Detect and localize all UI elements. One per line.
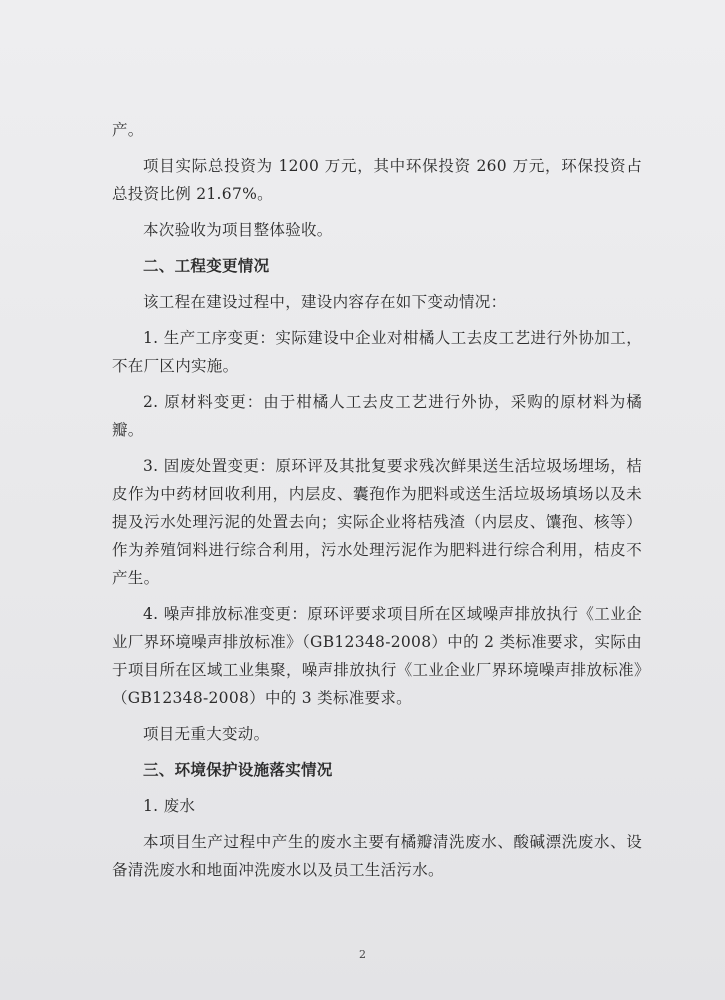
paragraph: 产。: [112, 121, 144, 139]
section-heading: 三、环境保护设施落实情况: [143, 760, 333, 779]
paragraph: 2. 原材料变更：由于柑橘人工去皮工艺进行外协，采购的原材料为橘瓣。: [112, 393, 642, 439]
paragraph: 4. 噪声排放标准变更：原环评要求项目所在区域噪声排放执行《工业企业厂界环境噪声排放标准》（GB12348-2008）中的 2 类标准要求，实际由于项目所在区域工业集聚，噪声排放执行《工业企业厂界环境噪声排放标准》（GB12348-2008）中的 3 类标准要求。: [112, 605, 642, 707]
document-body: [112, 116, 642, 892]
paragraph: 本项目生产过程中产生的废水主要有橘瓣清洗废水、酸碱漂洗废水、设备清洗废水和地面冲洗废水以及员工生活污水。: [112, 833, 642, 879]
paragraph: 3. 固废处置变更：原环评及其批复要求残次鲜果送生活垃圾场埋场，桔皮作为中药材回收利用，内层皮、囊孢作为肥料或送生活垃圾场填场以及未提及污水处理污泥的处置去向；实际企业将桔残渣（内层皮、馕孢、核等）作为养殖饲料进行综合利用，污水处理污泥作为肥料进行综合利用，桔皮不产生。: [112, 457, 642, 587]
paragraph: 本次验收为项目整体验收。: [143, 221, 333, 239]
paragraph: 该工程在建设过程中，建设内容存在如下变动情况：: [143, 293, 507, 311]
paragraph: 项目实际总投资为 1200 万元，其中环保投资 260 万元，环保投资占总投资比例 21.67%。: [112, 157, 642, 203]
paragraph: 项目无重大变动。: [143, 725, 270, 743]
page-number: 2: [359, 948, 366, 961]
paragraph: 1. 生产工序变更：实际建设中企业对柑橘人工去皮工艺进行外协加工，不在厂区内实施。: [112, 329, 642, 375]
paragraph: 1. 废水: [143, 797, 196, 815]
section-heading: 二、工程变更情况: [143, 256, 270, 275]
